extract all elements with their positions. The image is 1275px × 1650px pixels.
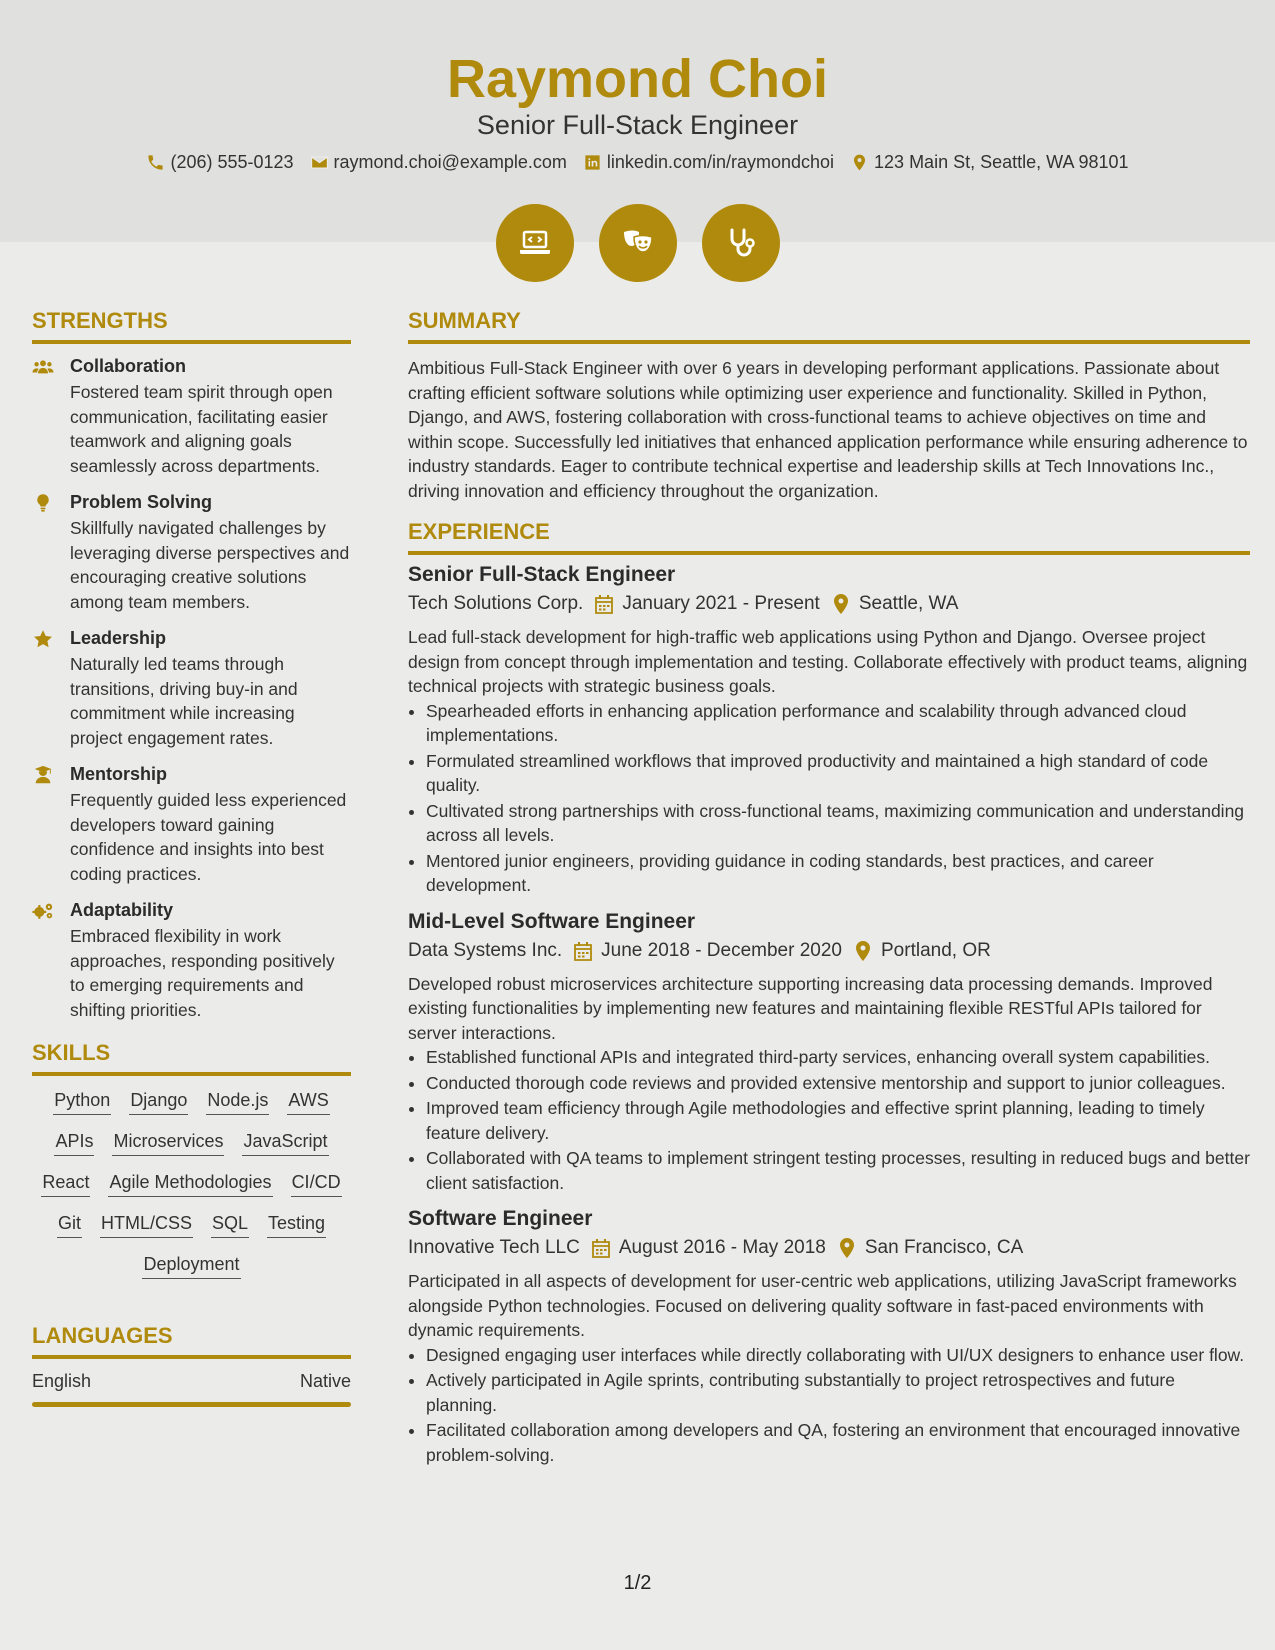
- job-location: Seattle, WA: [858, 593, 959, 614]
- skill-tag: React: [41, 1172, 90, 1197]
- language-name: English: [32, 1371, 92, 1391]
- contact-phone-text: (206) 555-0123: [170, 152, 294, 172]
- achievement-item: • Collaborated with QA teams to implement stringent testing processes, resulting in reduced bugs and better client satisfaction.: [426, 1146, 1250, 1195]
- lightbulb-icon: [32, 493, 54, 513]
- achievement-item: • Spearheaded efforts in enhancing application performance and scalability through advanced cloud implementations.: [426, 699, 1250, 748]
- skill-tag: Node.js: [206, 1090, 269, 1115]
- job-role: Mid-Level Software Engineer: [408, 909, 696, 933]
- achievement-item: • Mentored junior engineers, providing guidance in coding standards, best practices, and career development.: [426, 849, 1250, 898]
- skill-tag: Microservices: [112, 1131, 224, 1156]
- job-entry: [408, 563, 1250, 898]
- strength-name: Problem Solving: [70, 492, 213, 512]
- left-column: [32, 308, 351, 1407]
- skills-heading: SKILLS: [32, 1040, 351, 1076]
- job-entry: [408, 910, 1250, 1196]
- strength-name: Adaptability: [70, 900, 174, 920]
- contact-linkedin[interactable]: [583, 152, 834, 173]
- strength-desc: Skillfully navigated challenges by leveraging diverse perspectives and encouraging creative solutions among team members.: [70, 518, 350, 612]
- strength-item: [32, 356, 351, 478]
- skill-tag: Deployment: [142, 1254, 240, 1279]
- job-meta: [408, 1237, 1250, 1259]
- contact-email[interactable]: [310, 152, 567, 173]
- users-icon: [32, 357, 54, 377]
- candidate-name: Raymond Choi: [446, 49, 828, 109]
- job-dates: August 2016 - May 2018: [618, 1237, 826, 1258]
- job-achievements: [408, 1343, 1250, 1468]
- language-level: Native: [299, 1371, 351, 1391]
- badge-masks: [599, 204, 677, 282]
- job-company: Tech Solutions Corp.: [408, 593, 584, 614]
- contact-bar: [0, 152, 1275, 173]
- achievement-item: • Formulated streamlined workflows that improved productivity and maintained a high standard of code quality.: [426, 749, 1250, 798]
- location-icon: [850, 153, 869, 172]
- calendar-icon: [592, 1238, 610, 1258]
- achievement-item: • Conducted thorough code reviews and provided extensive mentorship and support to junior colleagues.: [426, 1071, 1250, 1096]
- skill-tag: HTML/CSS: [100, 1213, 193, 1238]
- contact-address-text: 123 Main St, Seattle, WA 98101: [874, 152, 1129, 172]
- skill-tag: Git: [57, 1213, 82, 1238]
- summary-heading: SUMMARY: [408, 308, 1250, 344]
- achievement-item: • Actively participated in Agile sprints, contributing substantially to project retrospectives and future planning.: [426, 1368, 1250, 1417]
- contact-email-text[interactable]: raymond.choi@example.com: [333, 152, 567, 172]
- job-entry: [408, 1207, 1250, 1467]
- linkedin-icon: [583, 153, 602, 172]
- job-role: Software Engineer: [408, 1207, 593, 1230]
- phone-icon: [146, 153, 165, 172]
- summary-text: Ambitious Full-Stack Engineer with over 6 years in developing performant applications. Passionate about crafting efficient software solutions while optimizing user experience and functionality. Skilled in Python, Django, and AWS, fostering collaboration with cross-functional teams to achieve objectives on time and within scope. Successfully led initiatives that enhanced application performance while ensuring adherence to industry standards. Eager to contribute technical expertise and leadership skills at Tech Innovations Inc., driving innovation and efficiency throughout the organization.: [408, 358, 1248, 501]
- language-item: [32, 1371, 351, 1392]
- job-achievements: [408, 699, 1250, 898]
- achievement-item: • Designed engaging user interfaces while directly collaborating with UI/UX designers to enhance user flow.: [426, 1343, 1250, 1368]
- strength-item: [32, 764, 351, 886]
- skill-tag: SQL: [211, 1213, 249, 1238]
- calendar-icon: [595, 594, 613, 614]
- achievement-item: • Cultivated strong partnerships with cross-functional teams, maximizing communication and understanding across all levels.: [426, 799, 1250, 848]
- skill-tag: APIs: [54, 1131, 94, 1156]
- strength-item: [32, 492, 351, 614]
- strength-name: Collaboration: [70, 356, 186, 376]
- language-proficiency-bar: [32, 1402, 351, 1407]
- contact-address: [850, 152, 1129, 173]
- email-icon: [310, 153, 329, 172]
- achievement-item: • Improved team efficiency through Agile methodologies and effective sprint planning, leading to timely feature delivery.: [426, 1096, 1250, 1145]
- experience-heading: EXPERIENCE: [408, 519, 1250, 555]
- skill-tag: Django: [129, 1090, 188, 1115]
- skill-tag: CI/CD: [291, 1172, 342, 1197]
- strength-item: [32, 900, 351, 1022]
- job-achievements: [408, 1045, 1250, 1195]
- interest-badges: [0, 204, 1275, 282]
- job-description: Participated in all aspects of development for user-centric web applications, utilizing JavaScript frameworks alongside Python technologies. Focused on delivering quality software in fast-paced environments with dynamic requirements.: [408, 1271, 1237, 1340]
- contact-phone: [146, 152, 293, 173]
- strength-desc: Naturally led teams through transitions, driving buy-in and commitment while increasing project engagement rates.: [70, 654, 298, 748]
- achievement-item: • Established functional APIs and integrated third-party services, enhancing overall system capabilities.: [426, 1045, 1250, 1070]
- badge-laptop: [496, 204, 574, 282]
- job-dates: June 2018 - December 2020: [601, 939, 842, 961]
- badge-stethoscope: [702, 204, 780, 282]
- laptop-code-icon: [515, 223, 555, 263]
- skill-tag: JavaScript: [242, 1131, 328, 1156]
- skill-tag: Agile Methodologies: [108, 1172, 272, 1197]
- contact-linkedin-text[interactable]: linkedin.com/in/raymondchoi: [606, 152, 835, 172]
- star-icon: [32, 629, 54, 649]
- job-company: Data Systems Inc.: [408, 939, 563, 961]
- job-role: Senior Full-Stack Engineer: [408, 563, 676, 586]
- achievement-item: • Facilitated collaboration among developers and QA, fostering an environment that encouraged innovative problem-solving.: [426, 1418, 1250, 1467]
- job-meta: [408, 593, 1250, 615]
- right-column: [408, 308, 1250, 1479]
- candidate-title: Senior Full-Stack Engineer: [476, 110, 799, 140]
- strength-desc: Embraced flexibility in work approaches, responding positively to emerging requirements and shifting priorities.: [70, 926, 335, 1020]
- calendar-icon: [574, 941, 592, 961]
- strength-desc: Frequently guided less experienced developers toward gaining confidence and insights into best coding practices.: [70, 790, 347, 884]
- job-description: Lead full-stack development for high-traffic web applications using Python and Django. Oversee project design from concept through implementation and testing. Collaborate effectively with product teams, aligning technical projects with strategic business goals.: [408, 627, 1248, 696]
- strength-name: Leadership: [70, 628, 167, 648]
- skill-tag: Testing: [267, 1213, 326, 1238]
- skill-tag: Python: [53, 1090, 111, 1115]
- location-icon: [854, 941, 872, 961]
- strength-desc: Fostered team spirit through open communication, facilitating easier teamwork and aligning goals seamlessly across departments.: [70, 382, 333, 476]
- job-location: Portland, OR: [881, 939, 991, 961]
- stethoscope-icon: [721, 223, 761, 263]
- job-company: Innovative Tech LLC: [408, 1237, 580, 1258]
- strength-name: Mentorship: [70, 764, 167, 784]
- page-number: 1/2: [623, 1572, 652, 1594]
- graduate-icon: [32, 765, 54, 785]
- skills-list: [32, 1088, 351, 1279]
- job-location: San Francisco, CA: [864, 1237, 1024, 1258]
- languages-heading: LANGUAGES: [32, 1323, 351, 1359]
- job-meta: [408, 940, 1250, 962]
- strengths-heading: STRENGTHS: [32, 308, 351, 344]
- location-icon: [838, 1238, 856, 1258]
- job-description: Developed robust microservices architecture supporting increasing data processing demands. Improved existing functionalities by implementing new features and maintaining flexible RESTful APIs tailored for server interactions.: [408, 973, 1213, 1043]
- cogs-icon: [32, 901, 54, 921]
- strength-item: [32, 628, 351, 750]
- skill-tag: AWS: [287, 1090, 329, 1115]
- location-icon: [832, 594, 850, 614]
- theater-masks-icon: [618, 223, 658, 263]
- job-dates: January 2021 - Present: [622, 593, 820, 614]
